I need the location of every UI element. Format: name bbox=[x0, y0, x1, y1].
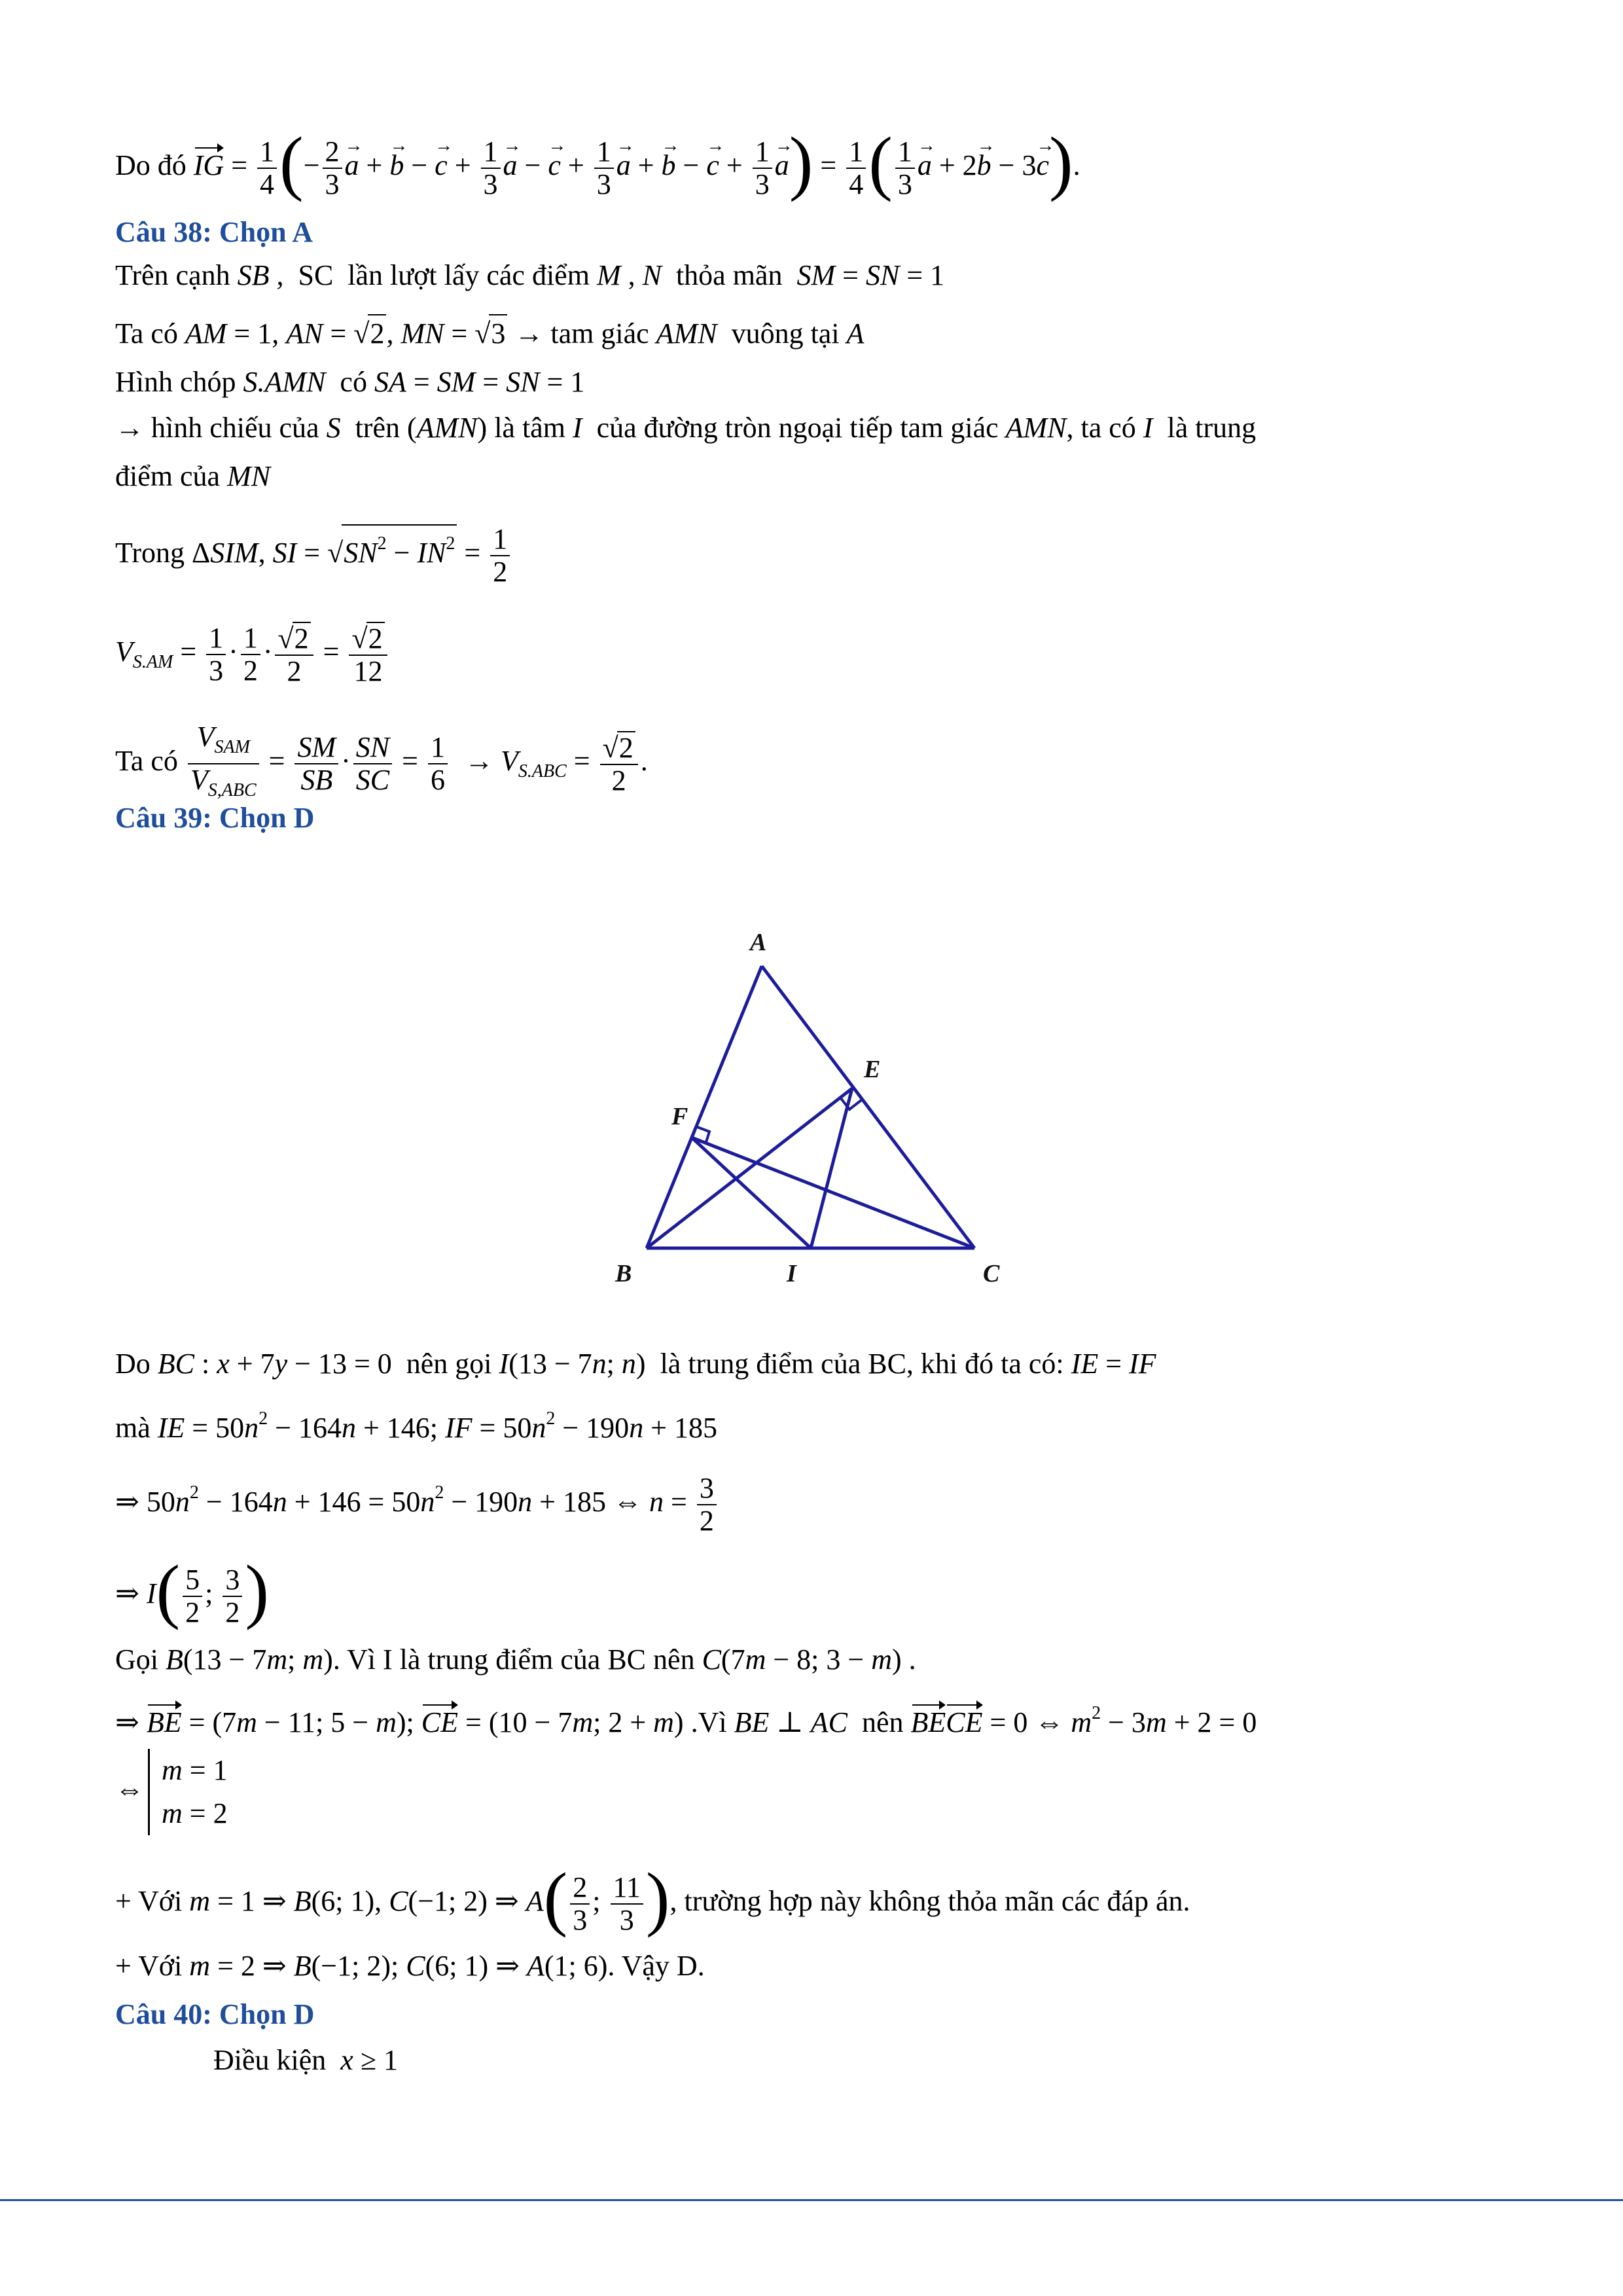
q38-line-1: Trên cạnh SB , SC lần lượt lấy các điểm M , N thỏa mãn SM = SN = 1 bbox=[115, 259, 945, 291]
q39-line-1: Do BC : x + 7y − 13 = 0 nên gọi I(13 − 7n; n) là trung điểm của BC, khi đó ta có: IE = IF bbox=[115, 1348, 1156, 1380]
q39-line-6: ⇒ BE = (7m − 11; 5 − m); CE = (10 − 7m; 2 + m) .Vì BE ⊥ AC nên BECE = 0 ⇔ $m^2 - 3m + 2 = 0$ bbox=[115, 1695, 1584, 1741]
label-a: A bbox=[750, 929, 767, 956]
q38-line-6: Trong ΔSIM, SI = $√SN^2 - IN^2$ = $\frac{1}{2}$ bbox=[115, 524, 1584, 588]
label-i: I bbox=[787, 1260, 796, 1287]
question-40-heading: Câu 40: Chọn D bbox=[115, 1998, 315, 2030]
label-f: F bbox=[671, 1103, 688, 1130]
footer-rule bbox=[0, 2199, 1623, 2201]
label-c: C bbox=[983, 1260, 1000, 1287]
q39-line-3: ⇒ $50n^2 - 164n + 146 = 50n^2 - 190n + 185$ ⇔ n = $\frac{3}{2}$ bbox=[115, 1473, 1584, 1537]
q38-line-5: điểm của MN bbox=[115, 460, 271, 492]
q38-line-7: $V_{S.AM}$ = $\frac{1}{3}$ · $\frac{1}{2}$ · $\frac{√2}{2}$ = $\frac{√2}{12}$ bbox=[115, 622, 1584, 687]
question-38-heading: Câu 38: Chọn A bbox=[115, 216, 313, 248]
q38-line-2: Ta có AM = 1, AN = √2, MN = √3 → tam giác AMN vuông tại A bbox=[115, 314, 1584, 352]
question-39-heading: Câu 39: Chọn D bbox=[115, 802, 315, 834]
triangle-figure bbox=[576, 916, 1047, 1296]
q39-line-8: + Với m = 1 ⇒ B(6; 1), C(−1; 2) ⇒ A( $\frac{2}{3}$ ; $\frac{11}{3}$ ), trường hợp này không thỏa mãn các đáp án. bbox=[115, 1858, 1190, 1939]
label-b: B bbox=[615, 1260, 632, 1287]
figure-lines bbox=[647, 966, 974, 1248]
q39-line-9: + Với m = 2 ⇒ B(−1; 2); C(6; 1) ⇒ A(1; 6). Vậy D. bbox=[115, 1950, 705, 1982]
label-e: E bbox=[864, 1056, 881, 1083]
q39-line-5: Gọi B(13 − 7m; m). Vì I là trung điểm của BC nên C(7m − 8; 3 − m) . bbox=[115, 1643, 916, 1676]
q38-line-4: → hình chiếu của S trên (AMN) là tâm I của đường tròn ngoại tiếp tam giác AMN, ta có I là trung bbox=[115, 412, 1257, 444]
q39-line-2: mà IE = $50n^2 - 164n + 146$; IF = $50n^2 - 190n + 185$ bbox=[115, 1408, 718, 1444]
segment-ei bbox=[811, 1088, 852, 1248]
ig-vector-line: Do đó IG = $\frac{1}{4}$ (− $\frac{2}{3}$ → a + → b − → c + $\frac{1}{3}$ → a − → c + $\frac{1}{3}$ → a + → b − → c + $\frac{1}{3}$ → a) = $\frac{1}{4}$ ( $\frac{1}{3}$ → a + 2→ b − 3→ c). bbox=[115, 136, 1584, 200]
q38-line-8: Ta có $\frac{V_{SAM}}{V_{S,ABC}}$ = $\frac{SM}{SB}$ · $\frac{SN}{SC}$ = $\frac{1}{6}$ → $V_{S.ABC}$ = $\frac{√2}{2}$ . bbox=[115, 721, 648, 800]
q40-line-1: Điều kiện x ≥ 1 bbox=[213, 2044, 398, 2076]
segment-fi bbox=[692, 1138, 811, 1248]
q38-line-3: Hình chóp S.AMN có SA = SM = SN = 1 bbox=[115, 366, 585, 398]
q39-line-7: ⇔m = 1 m = 2 bbox=[115, 1749, 1584, 1835]
side-ab bbox=[647, 966, 762, 1248]
q39-line-4: ⇒ I( $\frac{5}{2}$ ; $\frac{3}{2}$ ) bbox=[115, 1551, 270, 1631]
